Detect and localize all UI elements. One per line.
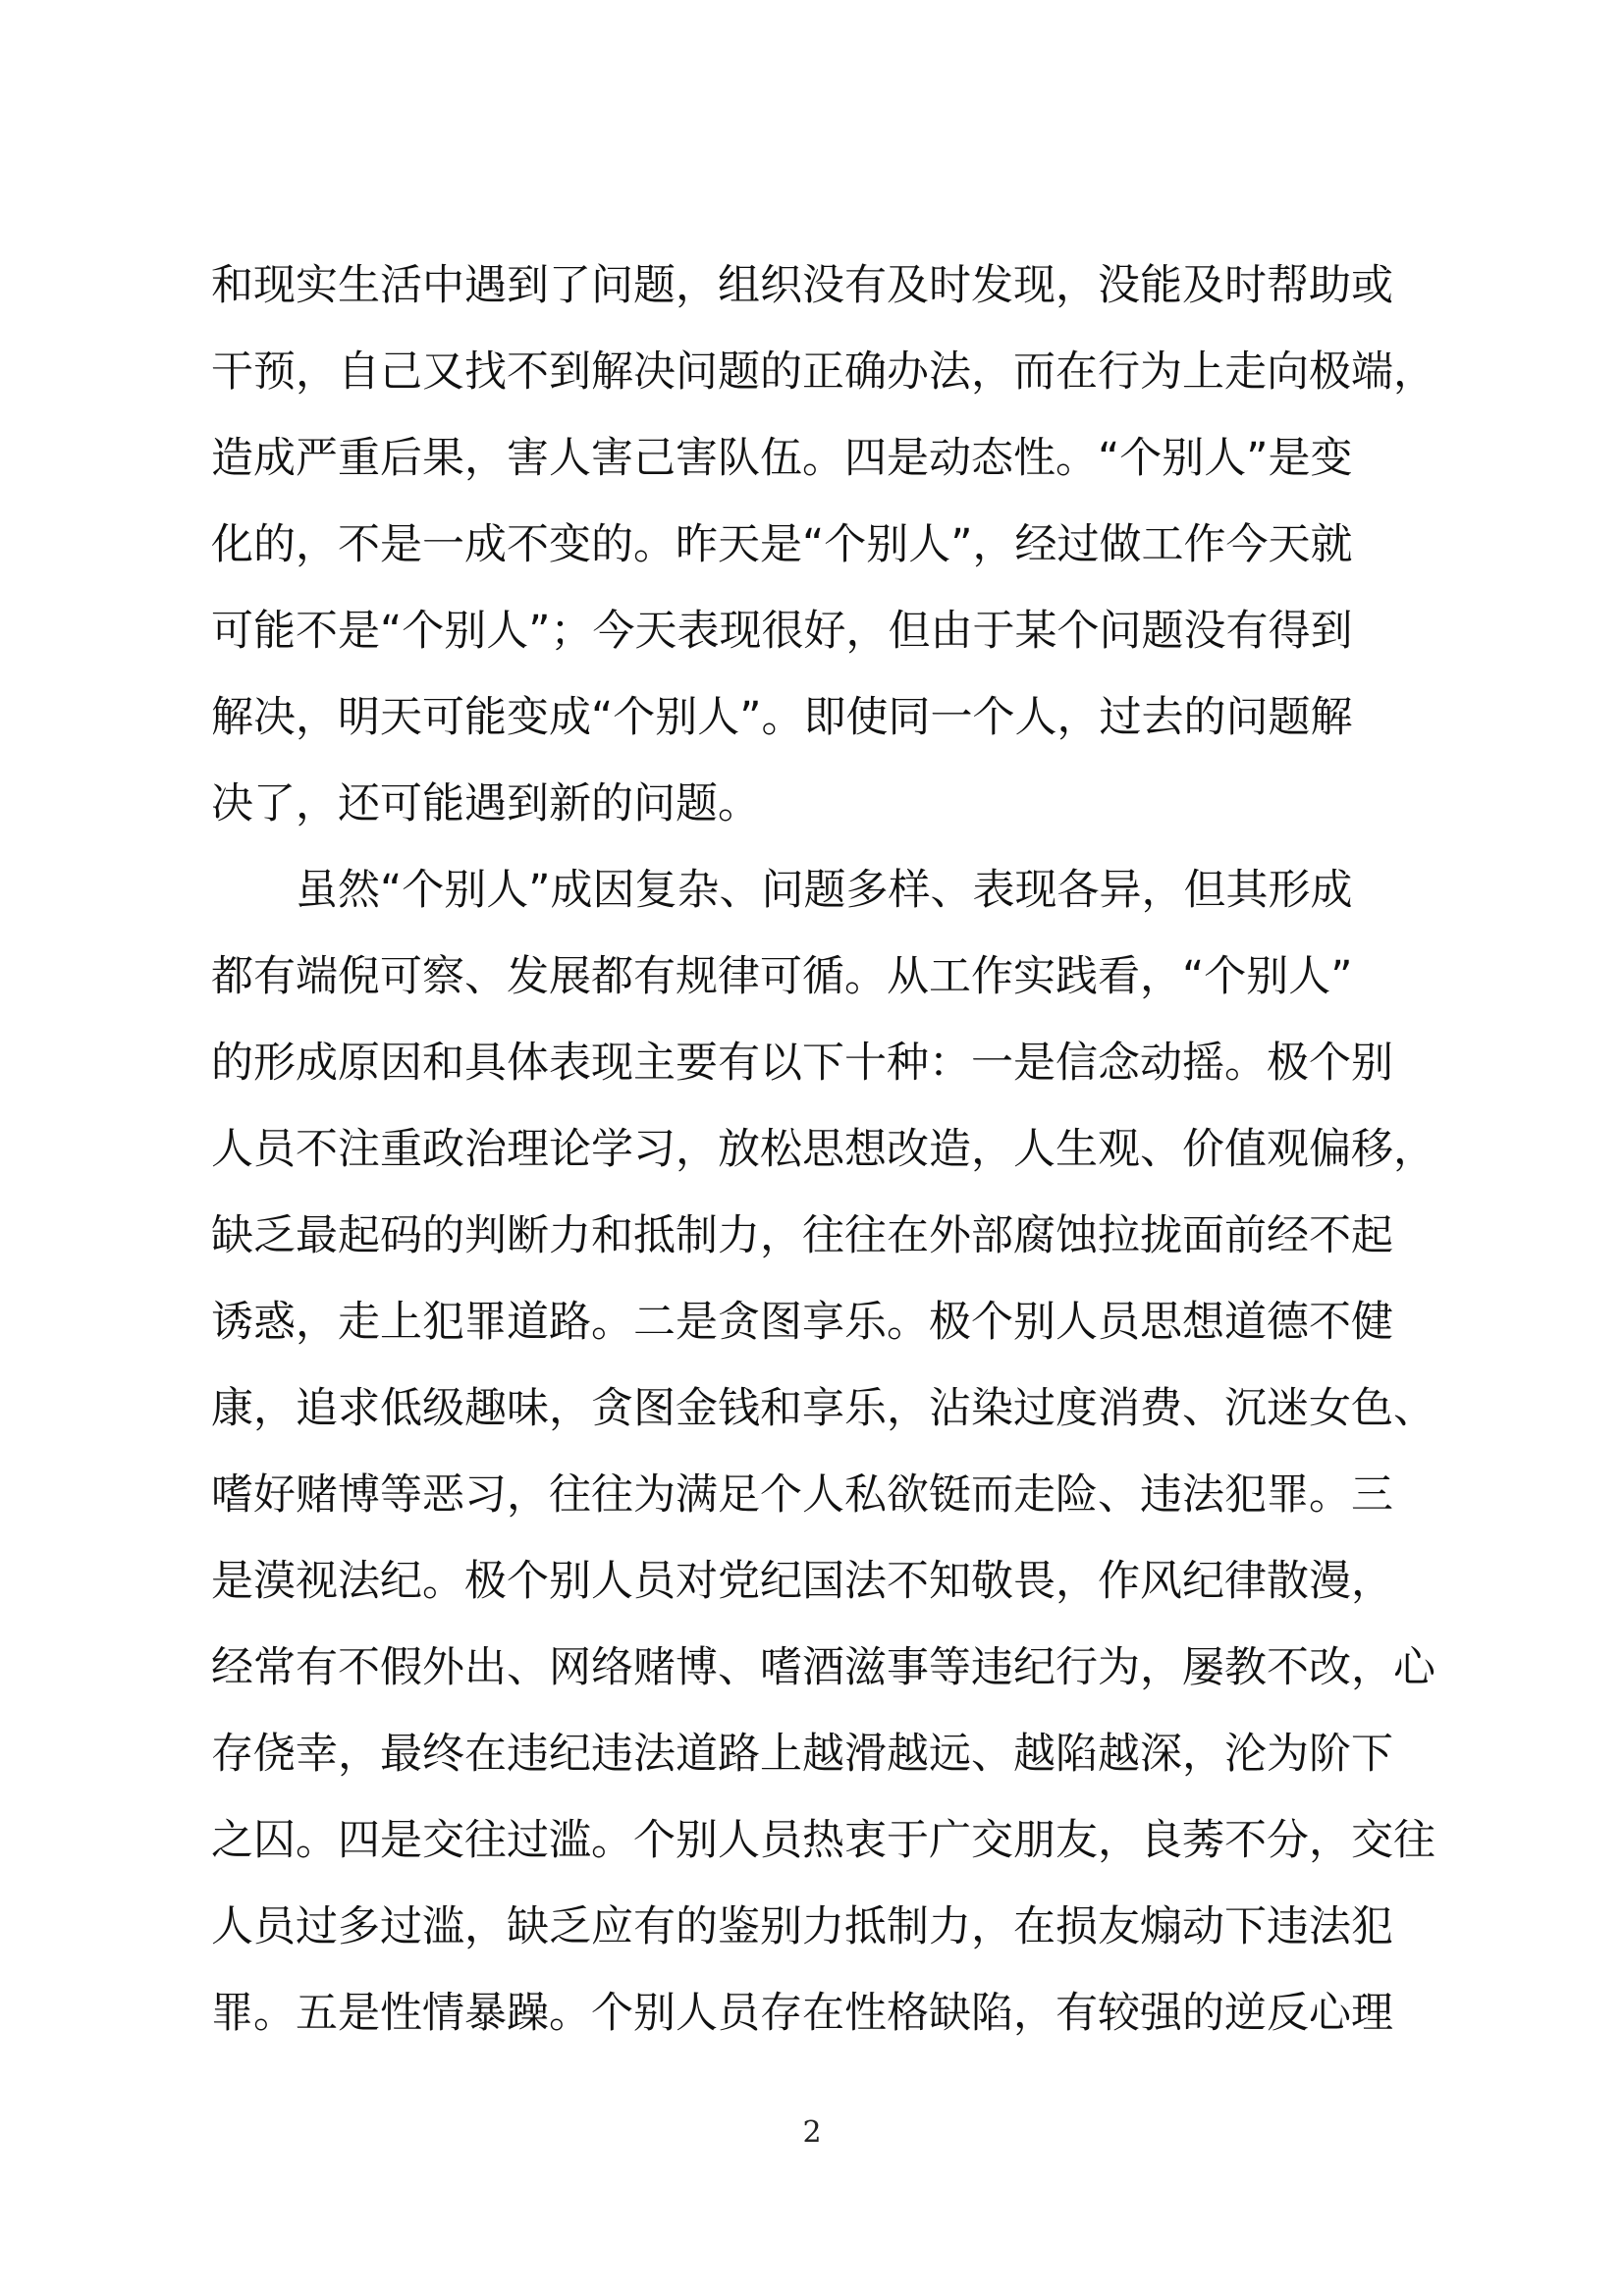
text-line: 之囚。四是交往过滥。个别人员热衷于广交朋友，良莠不分，交往 (211, 1816, 1435, 1865)
text-line: 诱惑，走上犯罪道路。二是贪图享乐。极个别人员思想道德不健 (211, 1298, 1393, 1347)
text-line: 都有端倪可察、发展都有规律可循。从工作实践看，“个别人” (211, 952, 1353, 1001)
text-line: 是漠视法纪。极个别人员对党纪国法不知敬畏，作风纪律散漫， (211, 1557, 1393, 1606)
body-text (211, 242, 1435, 2056)
text-line: 解决，明天可能变成“个别人”。即使同一个人，过去的问题解 (211, 693, 1353, 742)
paragraph-1 (211, 242, 1435, 847)
text-line: 康，追求低级趣味，贪图金钱和享乐，沾染过度消费、沉迷女色、 (211, 1384, 1435, 1433)
text-line: 罪。五是性情暴躁。个别人员存在性格缺陷，有较强的逆反心理 (211, 1989, 1393, 2038)
text-line: 化的，不是一成不变的。昨天是“个别人”，经过做工作今天就 (211, 520, 1353, 569)
text-line: 缺乏最起码的判断力和抵制力，往往在外部腐蚀拉拢面前经不起 (211, 1211, 1393, 1260)
paragraph-2 (211, 847, 1435, 2056)
page-number: 2 (802, 2115, 822, 2150)
text-line: 人员不注重政治理论学习，放松思想改造，人生观、价值观偏移， (211, 1125, 1435, 1174)
text-line: 的形成原因和具体表现主要有以下十种：一是信念动摇。极个别 (211, 1039, 1393, 1088)
text-line: 可能不是“个别人”；今天表现很好，但由于某个问题没有得到 (211, 607, 1353, 656)
text-line: 人员过多过滥，缺乏应有的鉴别力抵制力，在损友煽动下违法犯 (211, 1902, 1393, 1951)
text-line: 造成严重后果，害人害己害队伍。四是动态性。“个别人”是变 (211, 434, 1353, 483)
text-line: 决了，还可能遇到新的问题。 (211, 779, 760, 828)
text-line: 经常有不假外出、网络赌博、嗜酒滋事等违纪行为，屡教不改，心 (211, 1643, 1435, 1692)
text-line: 嗜好赌博等恶习，往往为满足个人私欲铤而走险、违法犯罪。三 (211, 1470, 1393, 1520)
text-line-indented: 虽然“个别人”成因复杂、问题多样、表现各异，但其形成 (296, 866, 1353, 915)
text-line: 存侥幸，最终在违纪违法道路上越滑越远、越陷越深，沦为阶下 (211, 1730, 1393, 1779)
text-line: 干预，自己又找不到解决问题的正确办法，而在行为上走向极端， (211, 347, 1435, 397)
text-line: 和现实生活中遇到了问题，组织没有及时发现，没能及时帮助或 (211, 261, 1393, 310)
